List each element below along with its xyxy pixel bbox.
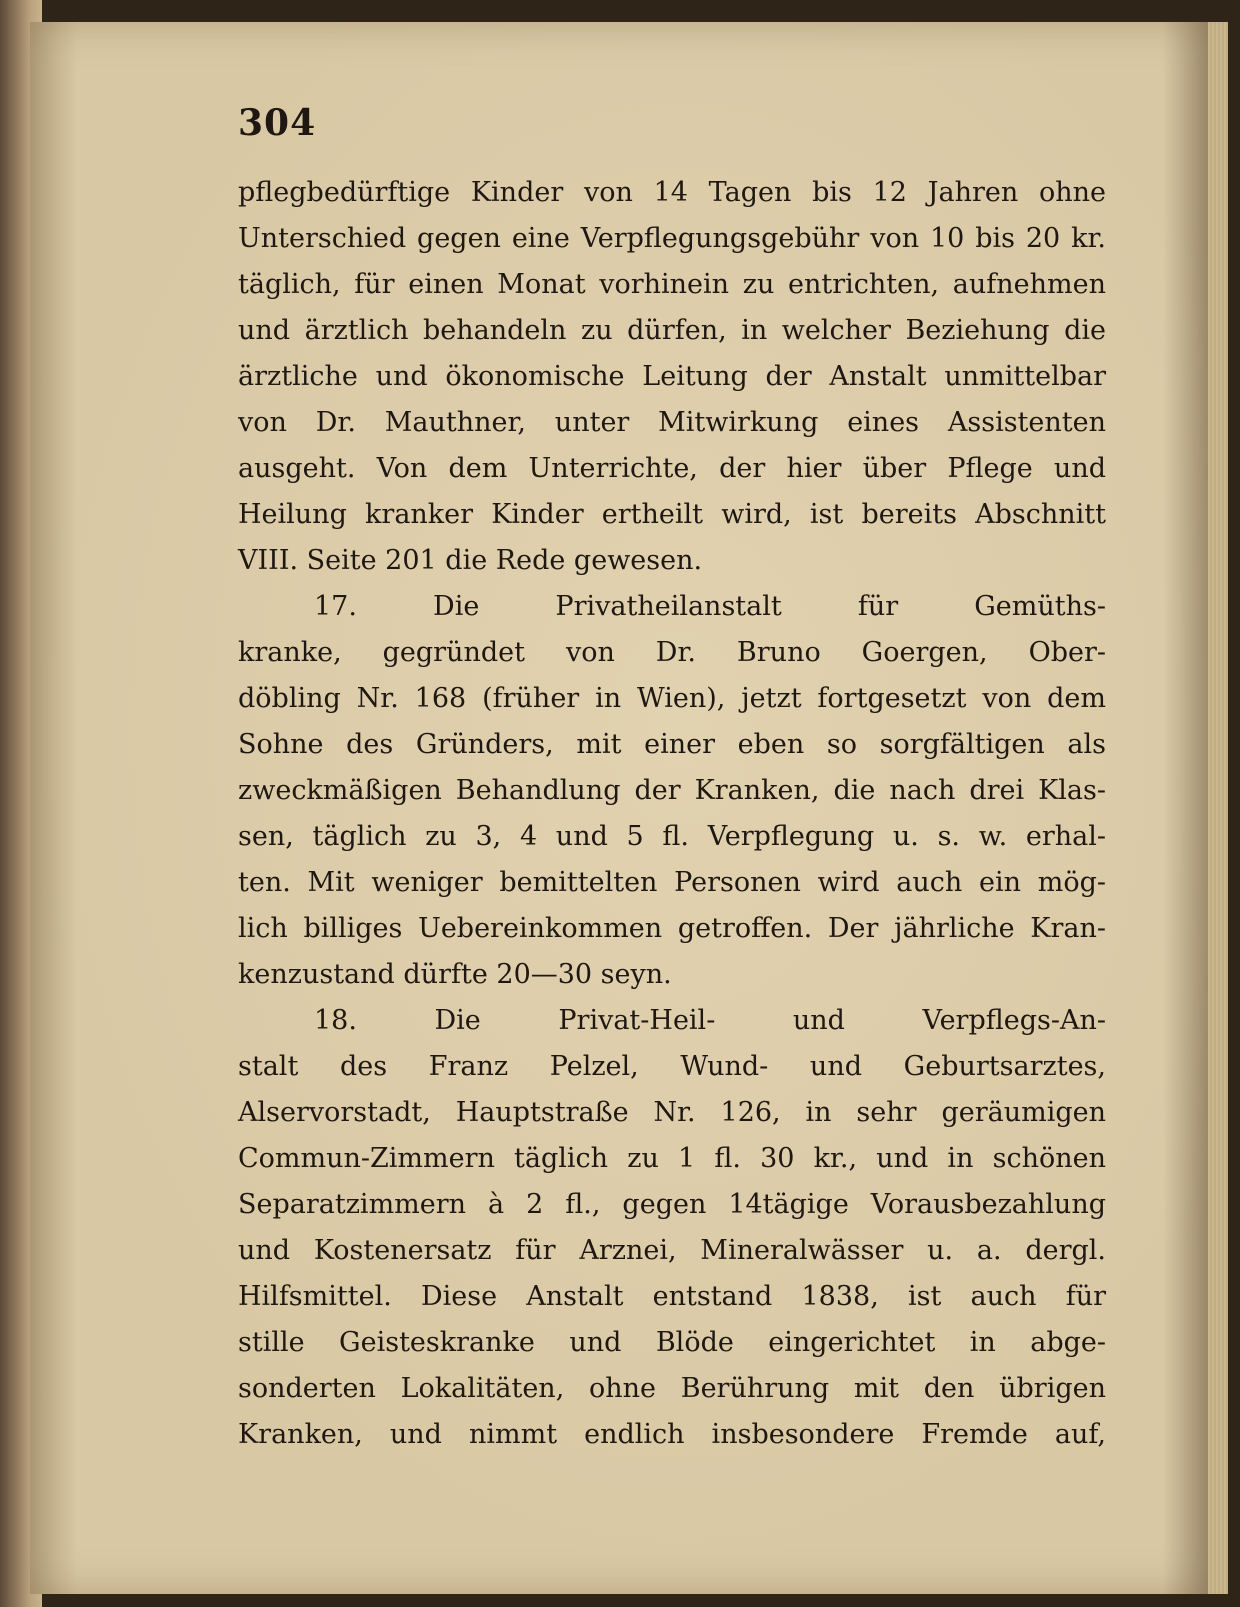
text-line: und ärztlich behandeln zu dürfen, in welcher Beziehung die bbox=[238, 315, 1106, 346]
text-line: Sohne des Gründers, mit einer eben so sorgfältigen als bbox=[238, 729, 1106, 760]
text-line: Separatzimmern à 2 fl., gegen 14tägige Vorausbezahlung bbox=[238, 1189, 1106, 1220]
text-line: Unterschied gegen eine Verpflegungsgebühr von 10 bis 20 kr. bbox=[238, 223, 1106, 254]
text-line: kenzustand dürfte 20—30 seyn. bbox=[238, 959, 672, 990]
text-line: 17. Die Privatheilanstalt für Gemüths- bbox=[314, 591, 1106, 622]
text-line: von Dr. Mauthner, unter Mitwirkung eines Assistenten bbox=[238, 407, 1106, 438]
text-line: Kranken, und nimmt endlich insbesondere Fremde auf, bbox=[238, 1419, 1106, 1450]
text-line: Heilung kranker Kinder ertheilt wird, ist bereits Abschnitt bbox=[238, 499, 1106, 530]
text-line: döbling Nr. 168 (früher in Wien), jetzt fortgesetzt von dem bbox=[238, 683, 1106, 714]
text-line: Hilfsmittel. Diese Anstalt entstand 1838, ist auch für bbox=[238, 1281, 1106, 1312]
text-line: und Kostenersatz für Arznei, Mineralwässer u. a. dergl. bbox=[238, 1235, 1106, 1266]
text-line: sonderten Lokalitäten, ohne Berührung mit den übrigen bbox=[238, 1373, 1106, 1404]
text-line: sen, täglich zu 3, 4 und 5 fl. Verpflegung u. s. w. erhal- bbox=[238, 821, 1106, 852]
text-line: Alservorstadt, Hauptstraße Nr. 126, in sehr geräumigen bbox=[238, 1097, 1106, 1128]
text-line: stille Geisteskranke und Blöde eingerichtet in abge- bbox=[238, 1327, 1106, 1358]
text-line: stalt des Franz Pelzel, Wund- und Geburtsarztes, bbox=[238, 1051, 1106, 1082]
text-line: pflegbedürftige Kinder von 14 Tagen bis 12 Jahren ohne bbox=[238, 177, 1106, 208]
text-line: ärztliche und ökonomische Leitung der Anstalt unmittelbar bbox=[238, 361, 1106, 392]
body-text bbox=[238, 170, 1106, 1458]
text-line: ausgeht. Von dem Unterrichte, der hier über Pflege und bbox=[238, 453, 1106, 484]
text-line: zweckmäßigen Behandlung der Kranken, die nach drei Klas- bbox=[238, 775, 1106, 806]
text-line: lich billiges Uebereinkommen getroffen. Der jährliche Kran- bbox=[238, 913, 1106, 944]
page-edges bbox=[1208, 22, 1228, 1594]
text-line: Commun-Zimmern täglich zu 1 fl. 30 kr., und in schönen bbox=[238, 1143, 1106, 1174]
text-line: ten. Mit weniger bemittelten Personen wird auch ein mög- bbox=[238, 867, 1106, 898]
text-line: täglich, für einen Monat vorhinein zu entrichten, aufnehmen bbox=[238, 269, 1106, 300]
text-line: 18. Die Privat-Heil- und Verpflegs-An- bbox=[314, 1005, 1106, 1036]
text-line: VIII. Seite 201 die Rede gewesen. bbox=[238, 545, 703, 576]
text-line: kranke, gegründet von Dr. Bruno Goergen, Ober- bbox=[238, 637, 1106, 668]
page-number: 304 bbox=[238, 102, 317, 144]
